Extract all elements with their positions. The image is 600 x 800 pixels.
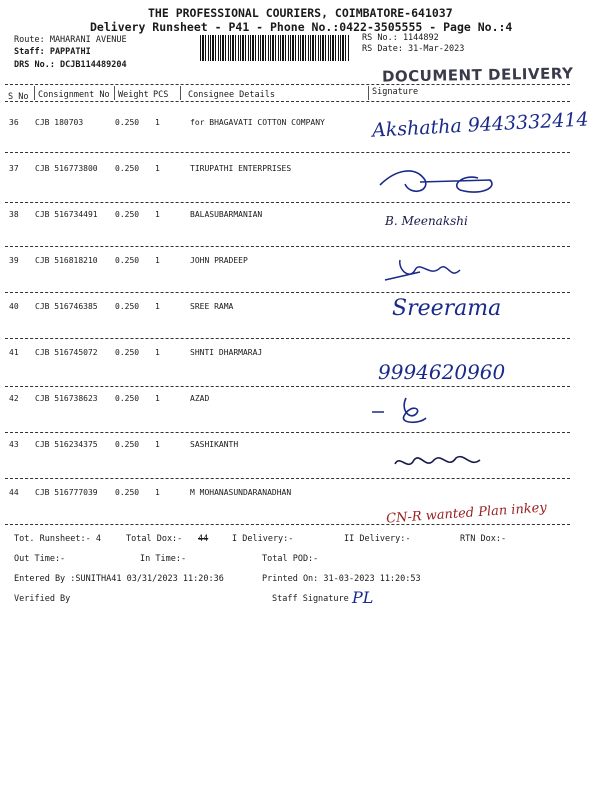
row-consignment: CJB 516738623 bbox=[35, 394, 98, 403]
row-pcs: 1 bbox=[155, 348, 160, 357]
row-sno: 40 bbox=[9, 302, 19, 311]
row-consignment: CJB 516818210 bbox=[35, 256, 98, 265]
col-consignment: Consignment No bbox=[38, 90, 110, 100]
row-weight: 0.250 bbox=[115, 348, 140, 357]
row-weight: 0.250 bbox=[115, 118, 140, 127]
row-sno: 36 bbox=[9, 118, 19, 127]
row-weight: 0.250 bbox=[115, 210, 140, 219]
signature-43 bbox=[390, 446, 500, 476]
row-weight: 0.250 bbox=[115, 256, 140, 265]
row-sno: 44 bbox=[9, 488, 19, 497]
row-consignee: M MOHANASUNDARANADHAN bbox=[190, 488, 292, 497]
header-rule-bottom bbox=[5, 101, 570, 102]
row-rule bbox=[5, 432, 570, 433]
row-rule bbox=[5, 386, 570, 387]
col-divider bbox=[180, 86, 181, 100]
row-pcs: 1 bbox=[155, 488, 160, 497]
staff-label: Staff: PAPPATHI bbox=[14, 47, 91, 57]
entered-by: Entered By :SUNITHA41 03/31/2023 11:20:36 bbox=[14, 574, 224, 584]
signature-39 bbox=[380, 250, 490, 290]
barcode bbox=[200, 35, 350, 61]
row-sno: 43 bbox=[9, 440, 19, 449]
staff-signature-mark: PL bbox=[352, 588, 374, 607]
row-weight: 0.250 bbox=[115, 164, 140, 173]
row-rule bbox=[5, 152, 570, 153]
row-rule bbox=[5, 246, 570, 247]
rs-date: RS Date: 31-Mar-2023 bbox=[362, 44, 465, 54]
signature-42 bbox=[370, 390, 440, 430]
row-consignment: CJB 516745072 bbox=[35, 348, 98, 357]
row-sno: 38 bbox=[9, 210, 19, 219]
row-consignment: CJB 516777039 bbox=[35, 488, 98, 497]
i-delivery: I Delivery:- bbox=[232, 534, 294, 544]
total-dox-value: 44 bbox=[198, 534, 209, 544]
route-label: Route: MAHARANI AVENUE bbox=[14, 35, 127, 45]
row-rule bbox=[5, 524, 570, 525]
drs-number: DRS No.: DCJB114489204 bbox=[14, 60, 127, 70]
row-consignee: SHNTI DHARMARAJ bbox=[190, 348, 263, 357]
col-sno: S No bbox=[8, 92, 29, 102]
row-consignee: for BHAGAVATI COTTON COMPANY bbox=[190, 118, 325, 127]
company-title: THE PROFESSIONAL COURIERS, COIMBATORE-641037 bbox=[148, 6, 453, 20]
rs-number: RS No.: 1144892 bbox=[362, 33, 439, 43]
printed-on: Printed On: 31-03-2023 11:20:53 bbox=[262, 574, 421, 584]
col-signature: Signature bbox=[372, 87, 419, 97]
row-pcs: 1 bbox=[155, 164, 160, 173]
row-pcs: 1 bbox=[155, 256, 160, 265]
col-divider bbox=[368, 86, 369, 100]
row-pcs: 1 bbox=[155, 440, 160, 449]
col-consignee: Consignee Details bbox=[188, 90, 275, 100]
row-sno: 39 bbox=[9, 256, 19, 265]
row-pcs: 1 bbox=[155, 118, 160, 127]
row-consignee: AZAD bbox=[190, 394, 210, 403]
signature-40: Sreerama bbox=[392, 296, 502, 321]
row-pcs: 1 bbox=[155, 302, 160, 311]
header-rule-top bbox=[5, 84, 570, 85]
row-consignee: JOHN PRADEEP bbox=[190, 256, 248, 265]
row-consignment: CJB 180703 bbox=[35, 118, 84, 127]
signature-41: 9994620960 bbox=[378, 360, 506, 384]
row-weight: 0.250 bbox=[115, 488, 140, 497]
col-divider bbox=[114, 86, 115, 100]
row-pcs: 1 bbox=[155, 394, 160, 403]
in-time: In Time:- bbox=[140, 554, 187, 564]
row-rule bbox=[5, 202, 570, 203]
col-pcs: PCS bbox=[153, 90, 169, 100]
row-consignment: CJB 516746385 bbox=[35, 302, 98, 311]
row-consignment: CJB 516734491 bbox=[35, 210, 98, 219]
row-consignee: BALASUBARMANIAN bbox=[190, 210, 263, 219]
runsheet-subtitle: Delivery Runsheet - P41 - Phone No.:0422-3505555 - Page No.:4 bbox=[90, 20, 513, 34]
col-weight: Weight bbox=[118, 90, 149, 100]
signature-37 bbox=[370, 160, 500, 200]
col-divider bbox=[34, 86, 35, 100]
signature-44: CN-R wanted Plan inkey bbox=[385, 500, 548, 527]
verified-by: Verified By bbox=[14, 594, 71, 604]
row-consignment: CJB 516773800 bbox=[35, 164, 98, 173]
row-consignee: SASHIKANTH bbox=[190, 440, 239, 449]
row-weight: 0.250 bbox=[115, 440, 140, 449]
row-rule bbox=[5, 338, 570, 339]
total-dox-label: Total Dox:- bbox=[126, 534, 183, 544]
row-rule bbox=[5, 292, 570, 293]
row-rule bbox=[5, 478, 570, 479]
rtn-dox: RTN Dox:- bbox=[460, 534, 507, 544]
total-runsheet: Tot. Runsheet:- 4 bbox=[14, 534, 101, 544]
row-sno: 42 bbox=[9, 394, 19, 403]
signature-36: Akshatha 9443332414 bbox=[371, 108, 590, 142]
row-weight: 0.250 bbox=[115, 394, 140, 403]
document-delivery-stamp: DOCUMENT DELIVERY bbox=[381, 64, 574, 86]
out-time: Out Time:- bbox=[14, 554, 66, 564]
staff-signature-label: Staff Signature bbox=[272, 594, 349, 604]
row-consignee: SREE RAMA bbox=[190, 302, 234, 311]
row-sno: 37 bbox=[9, 164, 19, 173]
ii-delivery: II Delivery:- bbox=[344, 534, 411, 544]
row-consignee: TIRUPATHI ENTERPRISES bbox=[190, 164, 292, 173]
row-consignment: CJB 516234375 bbox=[35, 440, 98, 449]
row-weight: 0.250 bbox=[115, 302, 140, 311]
row-pcs: 1 bbox=[155, 210, 160, 219]
row-sno: 41 bbox=[9, 348, 19, 357]
total-pod: Total POD:- bbox=[262, 554, 319, 564]
signature-38: B. Meenakshi bbox=[385, 214, 468, 228]
